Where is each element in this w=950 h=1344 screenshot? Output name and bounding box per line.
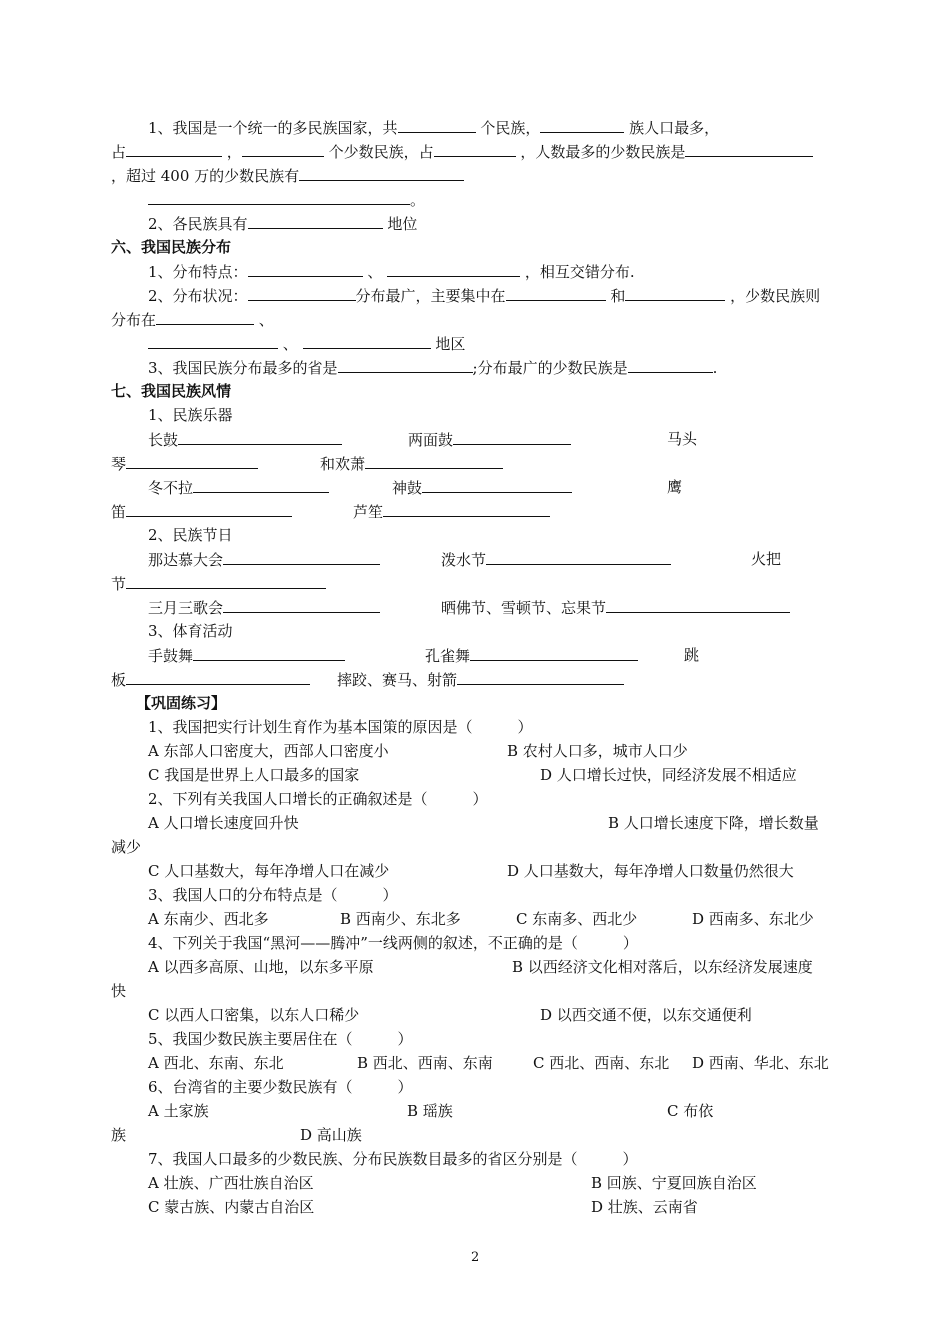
inst-lusheng: 芦笙 (353, 503, 384, 521)
s6-line5 (148, 357, 717, 378)
sport-row2 (111, 669, 310, 690)
inst-row1 (148, 429, 342, 450)
s6-2-label: 2、分布状况： (148, 287, 248, 305)
s7-1-heading: 1、民族乐器 (148, 406, 233, 424)
s6-line4 (148, 333, 465, 354)
p7-question: 7、我国人口最多的少数民族、分布民族数目最多的省区分别是（ ） (148, 1150, 638, 1168)
p4-option-b[interactable]: B 以西经济文化相对落后，以东经济发展速度 (512, 958, 813, 976)
blank[interactable] (126, 141, 222, 157)
p2-question: 2、下列有关我国人口增长的正确叙述是（ ） (148, 790, 488, 808)
blank[interactable] (126, 669, 310, 685)
fest-row3b (441, 597, 790, 618)
blank[interactable] (338, 357, 473, 373)
p2-option-c[interactable]: C 人口基数大，每年净增人口在减少 (148, 862, 390, 880)
s6-1-sep: 、 (367, 263, 383, 281)
p6-question: 6、台湾省的主要少数民族有（ ） (148, 1078, 413, 1096)
p7-option-c[interactable]: C 蒙古族、内蒙古自治区 (148, 1198, 315, 1216)
sport-row2b (337, 669, 624, 690)
inst-yingdi-end: 笛 (111, 503, 127, 521)
blank[interactable] (299, 165, 464, 181)
q1-line1 (148, 117, 719, 138)
q1-text-d: 占 (111, 143, 127, 161)
blank[interactable] (486, 549, 671, 565)
blank[interactable] (453, 429, 571, 445)
practice-heading: 【巩固练习】 (136, 694, 227, 712)
s6-1-tail: ，相互交错分布. (524, 263, 635, 281)
blank[interactable] (223, 549, 380, 565)
fest-nadamu: 那达慕大会 (148, 551, 224, 569)
fest-row1 (148, 549, 380, 570)
q2-line (148, 213, 417, 234)
s6-2-text-b: 分布最广，主要集中在 (355, 287, 506, 305)
fest-poshui: 泼水节 (441, 551, 487, 569)
blank[interactable] (625, 285, 725, 301)
blank[interactable] (365, 453, 503, 469)
s7-2-heading: 2、民族节日 (148, 526, 233, 544)
sport-tiao: 跳 (684, 646, 700, 664)
blank[interactable] (434, 141, 516, 157)
q1-line2 (111, 141, 813, 162)
blank[interactable] (398, 117, 476, 133)
p6-option-a[interactable]: A 土家族 (148, 1102, 209, 1120)
inst-shengu: 神鼓 (392, 479, 423, 497)
p5-option-b[interactable]: B 西北、西南、东南 (357, 1054, 493, 1072)
p7-option-b[interactable]: B 回族、宁夏回族自治区 (591, 1174, 757, 1192)
s6-2-text-f: 、 (258, 311, 274, 329)
blank[interactable] (193, 645, 345, 661)
p2-option-b-cont: 减少 (111, 838, 142, 856)
inst-row4 (111, 501, 292, 522)
sport-row1b (425, 645, 638, 666)
blank[interactable] (303, 333, 431, 349)
blank[interactable] (685, 141, 813, 157)
p6-option-b[interactable]: B 瑶族 (407, 1102, 453, 1120)
blank[interactable] (148, 189, 410, 205)
blank[interactable] (506, 285, 606, 301)
fest-shaifo: 晒佛节、雪顿节、忘果节 (441, 599, 607, 617)
s6-3-text-c: . (712, 359, 718, 377)
fest-huoba-end: 节 (111, 575, 127, 593)
blank[interactable] (248, 285, 356, 301)
inst-changgu: 长鼓 (148, 431, 179, 449)
blank[interactable] (606, 597, 790, 613)
sport-row1 (148, 645, 345, 666)
p7-option-d[interactable]: D 壮族、云南省 (591, 1198, 698, 1216)
q2-text-b: 地位 (387, 215, 418, 233)
blank[interactable] (470, 645, 638, 661)
fest-row1b (441, 549, 671, 570)
blank[interactable] (126, 453, 258, 469)
inst-row1b (408, 429, 571, 450)
page-number: 2 (471, 1250, 480, 1265)
p1-question: 1、我国把实行计划生育作为基本国策的原因是（ ） (148, 718, 533, 736)
p4-option-c[interactable]: C 以西人口密集，以东人口稀少 (148, 1006, 360, 1024)
blank[interactable] (248, 213, 383, 229)
inst-dongbula: 冬不拉 (148, 479, 194, 497)
p3-option-a[interactable]: A 东南少、西北多 (148, 910, 269, 928)
s6-3-text-b: ;分布最广的少数民族是 (472, 359, 628, 377)
blank[interactable] (148, 333, 278, 349)
s6-line3 (111, 309, 274, 330)
p3-option-c[interactable]: C 东南多、西北少 (516, 910, 638, 928)
p6-option-c[interactable]: C 布依 (667, 1102, 714, 1120)
blank[interactable] (126, 573, 326, 589)
sport-shuaijiao: 摔跤、赛马、射箭 (337, 671, 458, 689)
q1-text-h: ，超过 400 万的少数民族有 (111, 167, 300, 185)
q1-line4 (148, 189, 425, 210)
blank[interactable] (387, 261, 520, 277)
inst-ying: 鹰 (667, 478, 683, 496)
s6-2-text-d: ，少数民族则 (730, 287, 821, 305)
p1-option-d[interactable]: D 人口增长过快，同经济发展不相适应 (540, 766, 797, 784)
p4-option-d[interactable]: D 以西交通不便，以东交通便利 (540, 1006, 752, 1024)
blank[interactable] (178, 429, 342, 445)
s6-2-text-h: 地区 (435, 335, 466, 353)
section-6-heading: 六、我国民族分布 (111, 238, 232, 256)
p3-question: 3、我国人口的分布特点是（ ） (148, 886, 398, 904)
section-7-heading: 七、我国民族风情 (111, 382, 232, 400)
p5-option-c[interactable]: C 西北、西南、东北 (533, 1054, 670, 1072)
inst-row3b (392, 477, 572, 498)
q1-text-a: 1、我国是一个统一的多民族国家，共 (148, 119, 398, 137)
s6-1-label: 1、分布特点： (148, 263, 248, 281)
blank[interactable] (457, 669, 624, 685)
p6-option-d[interactable]: D 高山族 (300, 1126, 362, 1144)
inst-matouqin-end: 琴 (111, 455, 127, 473)
inst-row3 (148, 477, 329, 498)
inst-row2b (320, 453, 503, 474)
blank[interactable] (242, 141, 324, 157)
inst-liangmiangu: 两面鼓 (408, 431, 454, 449)
blank[interactable] (223, 597, 380, 613)
s6-line2 (148, 285, 820, 306)
blank[interactable] (540, 117, 624, 133)
p3-option-d[interactable]: D 西南多、东北少 (692, 910, 814, 928)
q1-text-c: 族人口最多， (629, 119, 720, 137)
p3-option-b[interactable]: B 西南少、东北多 (340, 910, 461, 928)
inst-matou: 马头 (667, 430, 698, 448)
blank[interactable] (628, 357, 713, 373)
s6-2-text-g: 、 (282, 335, 298, 353)
q1-text-g: ，人数最多的少数民族是 (520, 143, 686, 161)
sport-tiaoban-end: 板 (111, 671, 127, 689)
q1-text-f: 个少数民族，占 (328, 143, 434, 161)
p5-question: 5、我国少数民族主要居住在（ ） (148, 1030, 413, 1048)
s6-2-text-c: 和 (610, 287, 626, 305)
p1-option-b[interactable]: B 农村人口多，城市人口少 (507, 742, 688, 760)
inst-row4b (353, 501, 550, 522)
blank[interactable] (126, 501, 292, 517)
blank[interactable] (156, 309, 254, 325)
blank[interactable] (383, 501, 550, 517)
p7-option-a[interactable]: A 壮族、广西壮族自治区 (148, 1174, 314, 1192)
q1-text-e: ， (226, 143, 242, 161)
sport-shougu: 手鼓舞 (148, 647, 194, 665)
inst-hehuanxiao: 和欢萧 (320, 455, 366, 473)
fest-row2 (111, 573, 326, 594)
inst-row2 (111, 453, 258, 474)
q1-line3 (111, 165, 464, 186)
fest-row3 (148, 597, 380, 618)
s7-3-heading: 3、体育活动 (148, 622, 233, 640)
p1-option-a[interactable]: A 东部人口密度大，西部人口密度小 (148, 742, 389, 760)
s6-3-text-a: 3、我国民族分布最多的省是 (148, 359, 338, 377)
fest-sanyuesan: 三月三歌会 (148, 599, 224, 617)
p5-option-d[interactable]: D 西南、华北、东北 (692, 1054, 829, 1072)
fest-huoba: 火把 (751, 550, 782, 568)
p5-option-a[interactable]: A 西北、东南、东北 (148, 1054, 284, 1072)
blank[interactable] (248, 261, 363, 277)
blank[interactable] (193, 477, 329, 493)
q1-text-b: 个民族， (480, 119, 541, 137)
sport-kongque: 孔雀舞 (425, 647, 471, 665)
p2-option-d[interactable]: D 人口基数大，每年净增人口数量仍然很大 (507, 862, 794, 880)
blank[interactable] (422, 477, 572, 493)
p2-option-b[interactable]: B 人口增长速度下降，增长数量 (608, 814, 819, 832)
p4-option-b-cont: 快 (111, 982, 127, 1000)
p6-option-c-cont: 族 (111, 1126, 127, 1144)
p4-option-a[interactable]: A 以西多高原、山地，以东多平原 (148, 958, 374, 976)
s6-2-text-e: 分布在 (111, 311, 157, 329)
p4-question: 4、下列关于我国“黑河——腾冲”一线两侧的叙述，不正确的是（ ） (148, 934, 638, 952)
q1-end: 。 (410, 191, 426, 209)
p2-option-a[interactable]: A 人口增长速度回升快 (148, 814, 299, 832)
q2-text-a: 2、各民族具有 (148, 215, 248, 233)
s6-line1 (148, 261, 635, 282)
p1-option-c[interactable]: C 我国是世界上人口最多的国家 (148, 766, 360, 784)
